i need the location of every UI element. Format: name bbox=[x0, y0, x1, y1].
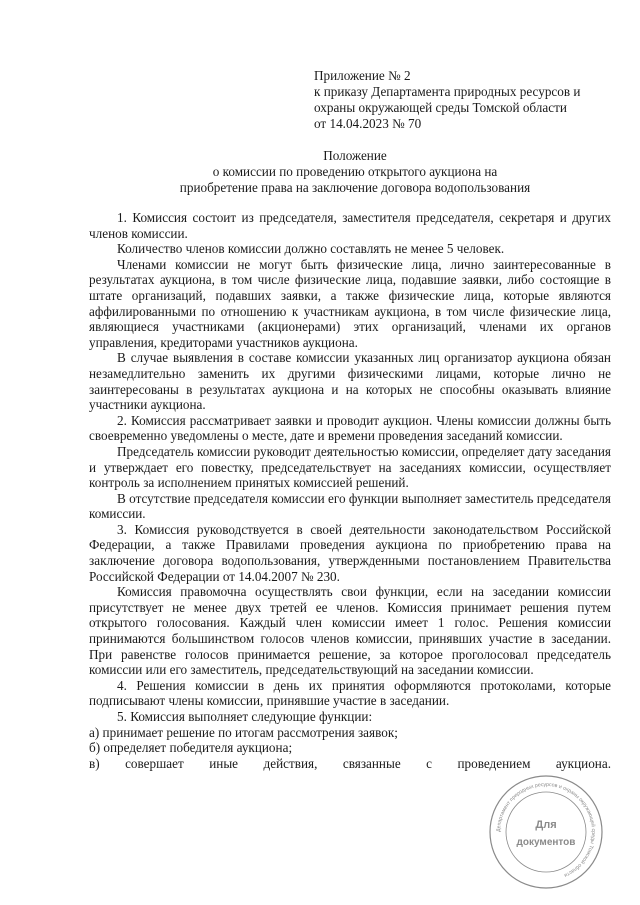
stamp-ring-text: Департамент природных ресурсов и охраны окружающей среды Томской области bbox=[495, 781, 597, 879]
stamp-center-line-2: документов bbox=[516, 837, 576, 848]
document-body bbox=[89, 210, 611, 771]
order-reference-line1: к приказу Департамента природных ресурсов и bbox=[314, 84, 581, 99]
document-title bbox=[60, 148, 640, 196]
appendix-number: Приложение № 2 bbox=[314, 68, 411, 83]
paragraph-7: В отсутствие председателя комиссии его функции выполняет заместитель председателя комиссии. bbox=[89, 490, 611, 522]
appendix-header bbox=[314, 68, 614, 132]
function-item-a: а) принимает решение по итогам рассмотрения заявок; bbox=[89, 724, 398, 740]
paragraph-2: Количество членов комиссии должно составлять не менее 5 человек. bbox=[117, 241, 505, 257]
paragraph-11: 5. Комиссия выполняет следующие функции: bbox=[117, 709, 373, 724]
paragraph-8: 3. Комиссия руководствуется в своей деятельности законодательством Российской Федерации, а также Правилами проведения аукциона по приобретению права на заключение договора водопользования, утвержденными постановлением Правительства Российской Федерации от 14.04.2007 № 230. bbox=[89, 521, 611, 584]
paragraph-5: 2. Комиссия рассматривает заявки и проводит аукцион. Члены комиссии должны быть своевременно уведомлены о месте, дате и времени проведения заседаний комиссии. bbox=[89, 412, 611, 444]
paragraph-9: Комиссия правомочна осуществлять свои функции, если на заседании комиссии присутствует не менее двух третей ее членов. Комиссия принимает решения путем открытого голосования. Каждый член комиссии имеет 1 голос. Решения комиссии принимаются большинством голосов членов комиссии, принявших участие в заседании. При равенстве голосов принимается решение, за которое проголосовал председатель комиссии или его заместитель, председательствующий на заседании комиссии. bbox=[89, 584, 611, 678]
stamp-inner-ring bbox=[506, 792, 586, 872]
title-line-2: о комиссии по проведению открытого аукциона на bbox=[212, 164, 498, 179]
title-line-3: приобретение права на заключение договора водопользования bbox=[179, 180, 531, 195]
function-item-b: б) определяет победителя аукциона; bbox=[89, 740, 293, 756]
order-date-number: от 14.04.2023 № 70 bbox=[314, 116, 422, 131]
department-stamp bbox=[486, 772, 606, 892]
paragraph-10: 4. Решения комиссии в день их принятия оформляются протоколами, которые подписывают члены комиссии, принявшие участие в заседании. bbox=[89, 677, 611, 709]
stamp-outer-ring bbox=[490, 776, 602, 888]
title-line-1: Положение bbox=[323, 148, 387, 163]
paragraph-3: Членами комиссии не могут быть физические лица, лично заинтересованные в результатах аукциона, в том числе физические лица, подавшие заявки, либо состоящие в штате организаций, подавших заявки, а также физические лица, которые являются аффилированными по отношению к участникам аукциона, в том числе физические лица, являющиеся участниками (акционерами) этих организаций, членами их органов управления, кредиторами участников аукциона. bbox=[89, 256, 611, 350]
paragraph-4: В случае выявления в составе комиссии указанных лиц организатор аукциона обязан незамедлительно заменить их другими физическими лицами, которые лично не заинтересованы в результатах аукциона и на которых не способны оказывать влияние участники аукциона. bbox=[89, 350, 611, 413]
order-reference-line2: охраны окружающей среды Томской области bbox=[314, 100, 567, 115]
paragraph-1: 1. Комиссия состоит из председателя, заместителя председателя, секретаря и других членов комиссии. bbox=[89, 210, 611, 241]
stamp-center-line-1: Для bbox=[535, 819, 557, 831]
paragraph-6: Председатель комиссии руководит деятельностью комиссии, определяет дату заседания и утверждает его повестку, председательствует на заседаниях комиссии, осуществляет контроль за исполнением принятых комиссией решений. bbox=[89, 443, 611, 491]
function-item-c: в) совершает иные действия, связанные с проведением аукциона. bbox=[89, 755, 611, 771]
